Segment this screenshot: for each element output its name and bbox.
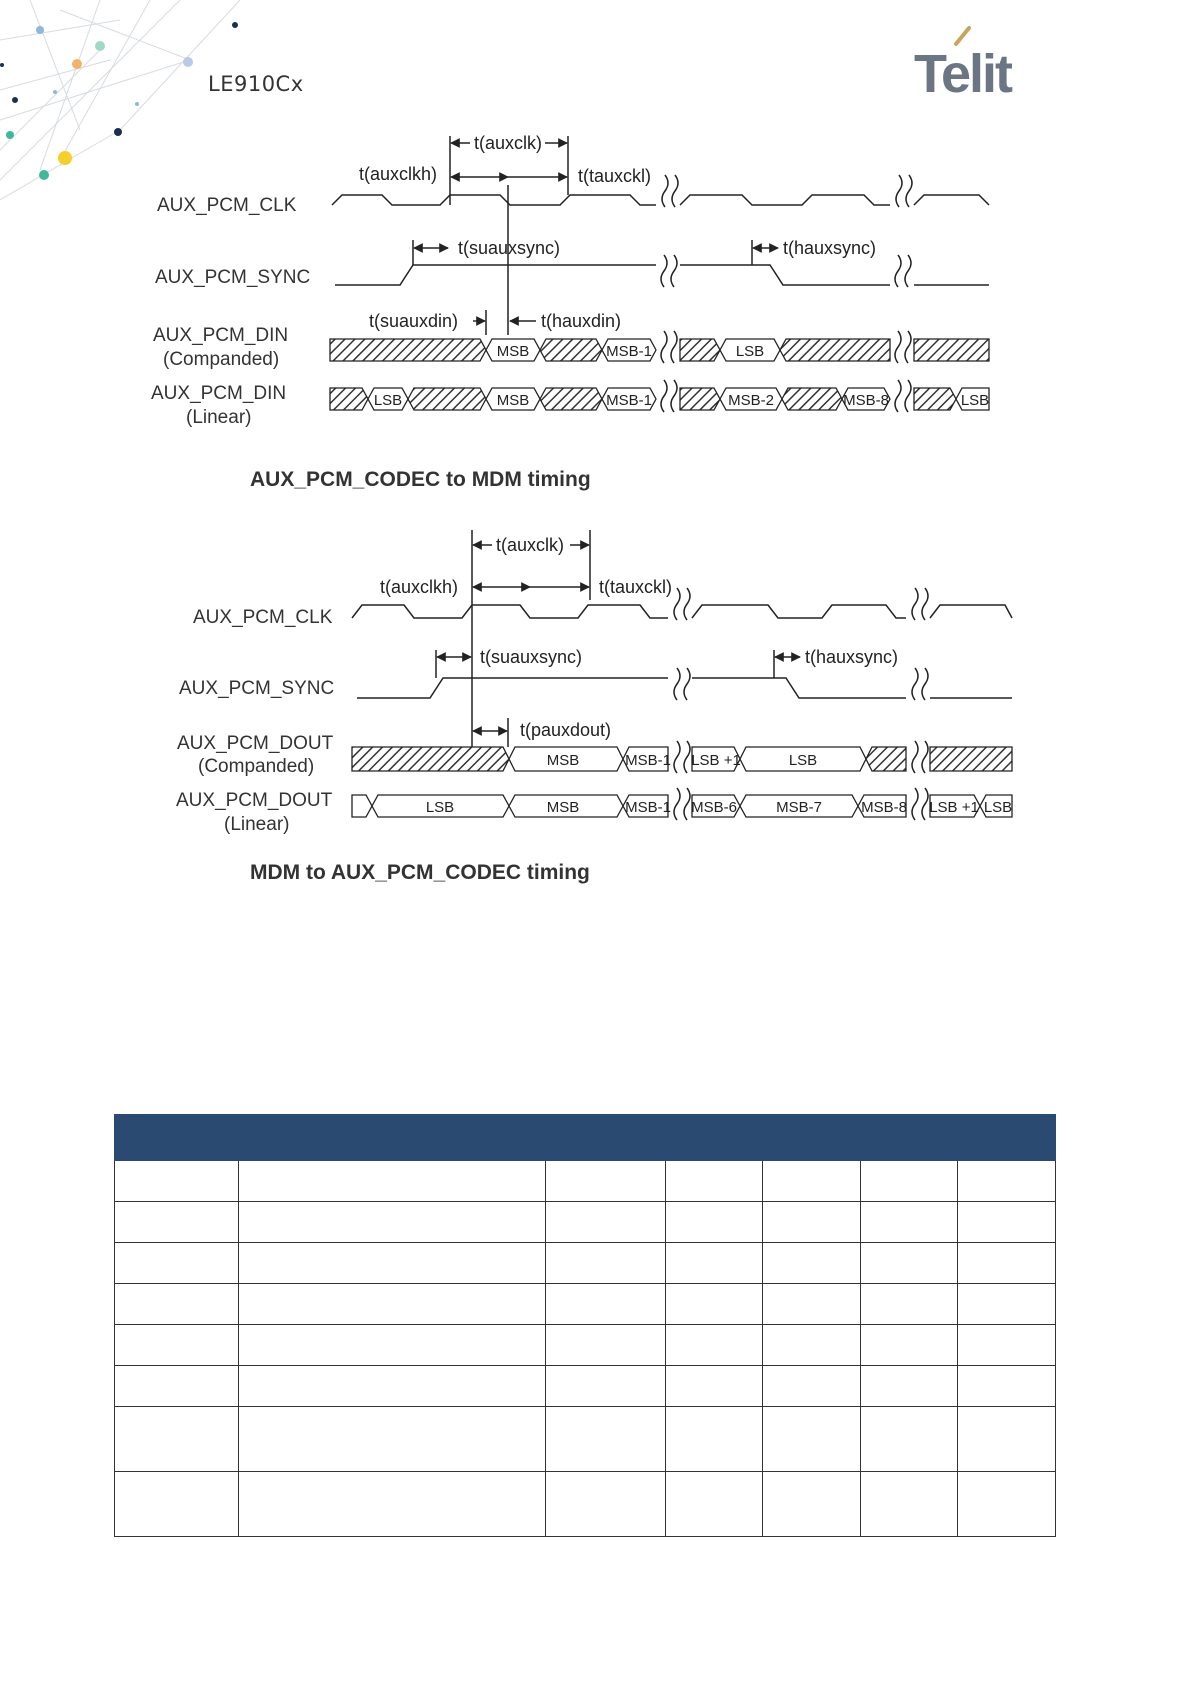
dout-comp-bit-lsb: LSB	[788, 752, 818, 769]
dout-lin-bit-lsb-plus-1: LSB +1	[929, 799, 979, 816]
din-linear-label: AUX_PCM_DIN	[151, 383, 287, 404]
t-auxclk-label-2: t(auxclk)	[496, 535, 565, 555]
din-comp-bit-msb-1: MSB-1	[606, 343, 652, 360]
table-header-cell	[115, 1115, 546, 1161]
dout-lin-bit-lsb-start: LSB	[425, 799, 455, 816]
t-suauxsync-label-2: t(suauxsync)	[480, 647, 583, 667]
din-lin-bit-msb-2: MSB-2	[728, 392, 774, 409]
table-row	[115, 1161, 1056, 1202]
caption-mdm-to-codec: MDM to AUX_PCM_CODEC timing	[250, 861, 590, 884]
mdm-to-codec-timing-diagram	[0, 525, 1191, 900]
t-auxclk-label: t(auxclk)	[474, 133, 543, 153]
table-row	[115, 1325, 1056, 1366]
t-hauxsync-label: t(hauxsync)	[783, 238, 877, 258]
t-auxclkh-label-2: t(auxclkh)	[380, 577, 459, 597]
din-lin-bit-msb-8: MSB-8	[843, 392, 889, 409]
din-lin-bit-msb-1: MSB-1	[606, 392, 652, 409]
table-header-cell	[666, 1115, 763, 1161]
dout-lin-bit-msb-6: MSB-6	[691, 799, 737, 816]
din-companded-sublabel: (Companded)	[163, 349, 280, 370]
table-header-cell	[958, 1115, 1056, 1161]
timing-parameters-table	[114, 1114, 1056, 1537]
dout-comp-bit-msb-1: MSB-1	[625, 752, 671, 769]
t-tauxckl-label: t(tauxckl)	[578, 166, 652, 186]
table-header-cell	[546, 1115, 666, 1161]
din-linear-sublabel: (Linear)	[186, 407, 252, 428]
telit-logo	[912, 20, 1042, 104]
sync-label-2: AUX_PCM_SYNC	[179, 678, 335, 699]
t-auxclkh-label: t(auxclkh)	[359, 164, 438, 184]
din-lin-bit-lsb-end: LSB	[960, 392, 990, 409]
table-row	[115, 1472, 1056, 1537]
dout-comp-bit-lsb-plus-1: LSB +1	[691, 752, 741, 769]
clk-label: AUX_PCM_CLK	[157, 195, 297, 216]
dout-comp-bit-msb: MSB	[546, 752, 580, 769]
svg-text:Telit: Telit	[914, 44, 1011, 104]
codec-to-mdm-timing-diagram	[0, 120, 1191, 500]
caption-codec-to-mdm: AUX_PCM_CODEC to MDM timing	[250, 468, 591, 491]
din-lin-bit-lsb-start: LSB	[373, 392, 403, 409]
table-row	[115, 1366, 1056, 1407]
dout-companded-label: AUX_PCM_DOUT	[177, 733, 334, 754]
din-comp-bit-lsb: LSB	[735, 343, 765, 360]
dout-lin-bit-msb-8: MSB-8	[861, 799, 907, 816]
dout-lin-bit-msb-1: MSB-1	[625, 799, 671, 816]
table-row	[115, 1202, 1056, 1243]
table-header-cell	[861, 1115, 958, 1161]
t-suauxsync-label: t(suauxsync)	[458, 238, 561, 258]
dout-linear-label: AUX_PCM_DOUT	[176, 790, 333, 811]
table-row	[115, 1243, 1056, 1284]
t-suauxdin-label: t(suauxdin)	[369, 311, 459, 331]
dout-lin-bit-lsb-end: LSB	[983, 799, 1013, 816]
din-companded-label: AUX_PCM_DIN	[153, 325, 289, 346]
table-row	[115, 1284, 1056, 1325]
t-tauxckl-label-2: t(tauxckl)	[599, 577, 673, 597]
dout-linear-sublabel: (Linear)	[224, 814, 290, 835]
t-hauxdin-label: t(hauxdin)	[541, 311, 622, 331]
table-row	[115, 1407, 1056, 1472]
dout-companded-sublabel: (Companded)	[198, 756, 315, 777]
dout-lin-bit-msb-7: MSB-7	[776, 799, 822, 816]
sync-label: AUX_PCM_SYNC	[155, 267, 311, 288]
table-header-row	[115, 1115, 1056, 1161]
document-code: LE910Cx	[208, 72, 304, 96]
table-header-cell	[763, 1115, 861, 1161]
t-pauxdout-label: t(pauxdout)	[520, 720, 612, 740]
t-hauxsync-label-2: t(hauxsync)	[805, 647, 899, 667]
din-lin-bit-msb: MSB	[496, 392, 530, 409]
dout-lin-bit-msb: MSB	[546, 799, 580, 816]
clk-label-2: AUX_PCM_CLK	[193, 607, 333, 628]
din-comp-bit-msb: MSB	[496, 343, 530, 360]
